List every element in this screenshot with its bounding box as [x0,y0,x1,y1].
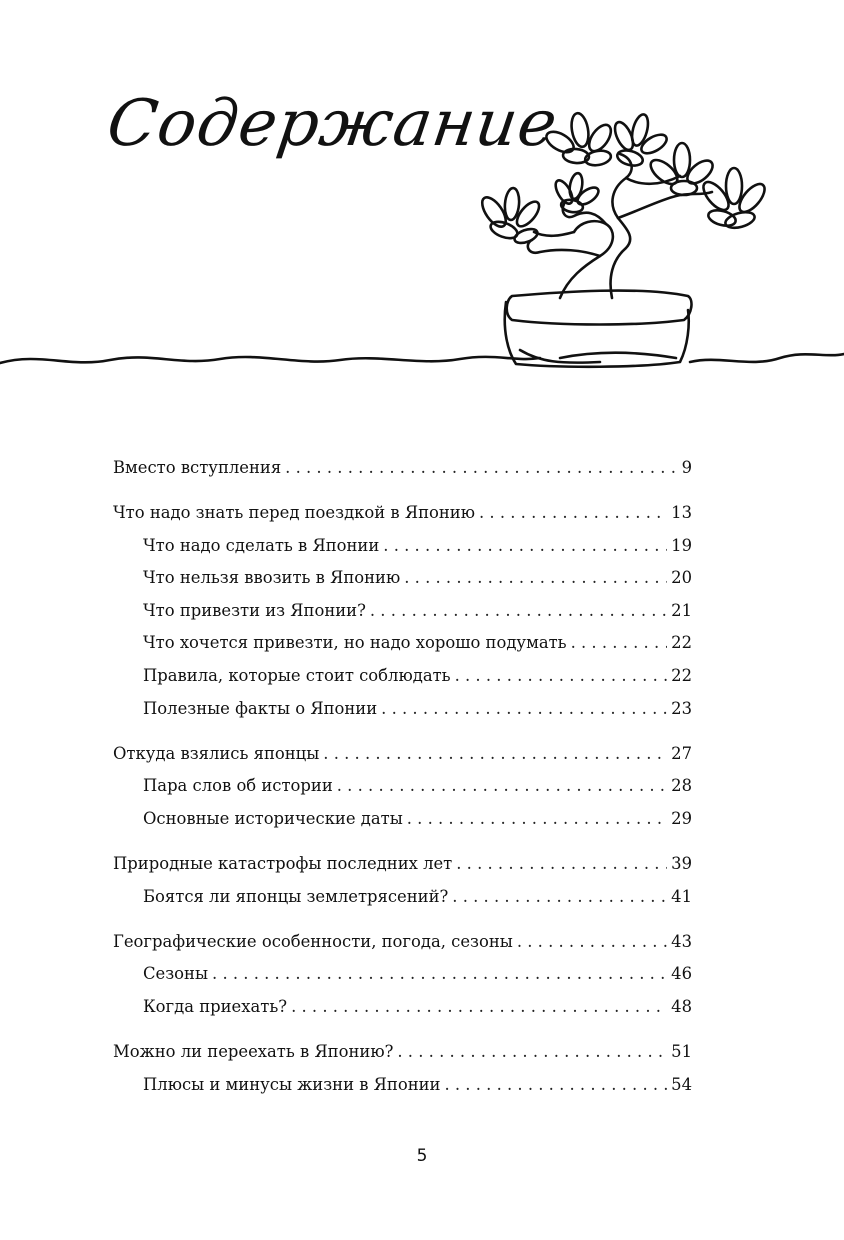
toc-entry-page: 22 [671,633,692,653]
toc-entry-title: Пара слов об истории [143,776,333,796]
toc-entry-page: 54 [671,1074,692,1094]
toc-entry-page: 9 [681,458,692,477]
toc-entry [113,991,692,1024]
toc-entry-page: 21 [671,600,692,620]
toc-dot-leader [381,693,667,726]
toc-entry-page: 39 [671,854,692,874]
toc-dot-leader [383,530,667,563]
toc-entry-page: 46 [671,964,692,984]
toc-entry-title: Географические особенности, погода, сезоны [113,931,513,951]
toc-entry-title: Откуда взялись японцы [113,743,320,763]
toc-entry [113,803,692,836]
toc-entry-title: Когда приехать? [143,996,288,1016]
toc-entry-page: 19 [671,535,692,555]
toc-dot-leader [291,991,667,1024]
page-number: 5 [416,1146,428,1166]
toc-dot-leader [517,926,667,959]
toc-entry-title: Полезные факты о Японии [143,698,378,718]
toc-dot-leader [571,627,668,660]
toc-entry-title: Правила, которые стоит соблюдать [143,666,451,686]
toc-entry-page: 23 [671,698,692,718]
toc-entry-title: Сезоны [143,964,209,984]
toc-entry-page: 51 [671,1042,692,1061]
toc-entry [113,627,692,660]
toc-entry-title: Природные катастрофы последних лет [113,854,453,874]
toc-dot-leader [397,1036,667,1069]
page-title: Содержание [102,87,563,161]
toc-entry-title: Что привезти из Японии? [143,600,366,620]
toc-entry [113,595,692,628]
toc-dot-leader [370,595,667,628]
toc-entry-title: Можно ли переехать в Японию? [113,1042,394,1061]
toc-entry-title: Основные исторические даты [143,808,403,828]
toc-entry [113,958,692,991]
toc-dot-leader [404,562,667,595]
toc-entry [113,848,692,881]
toc-entry-page: 29 [671,808,692,828]
toc-entry [113,530,692,563]
toc-entry [113,926,692,959]
toc-entry [113,562,692,595]
toc-entry-title: Что хочется привезти, но надо хорошо подумать [143,633,567,653]
toc-entry-title: Вместо вступления [113,458,282,477]
bonsai-line-art-icon [0,100,844,390]
toc-entry-page: 48 [671,996,692,1016]
toc-dot-leader [285,452,677,485]
toc-entry [113,738,692,771]
toc-dot-leader [212,958,667,991]
toc-dot-leader [323,738,667,771]
toc-entry-page: 20 [671,568,692,588]
toc-dot-leader [455,660,668,693]
toc-entry [113,452,692,485]
toc-dot-leader [407,803,667,836]
toc-entry-title: Что надо знать перед поездкой в Японию [113,503,475,523]
toc-entry-title: Боятся ли японцы землетрясений? [143,886,449,906]
toc-dot-leader [444,1069,667,1102]
toc-entry [113,693,692,726]
toc-entry [113,881,692,914]
toc-dot-leader [452,881,667,914]
toc-entry [113,497,692,530]
toc-entry [113,1069,692,1102]
toc-entry-page: 28 [671,776,692,796]
toc-dot-leader [479,497,667,530]
toc-entry [113,1036,692,1069]
toc-dot-leader [456,848,667,881]
toc-entry [113,770,692,803]
toc-dot-leader [337,770,667,803]
toc-entry-page: 27 [671,743,692,763]
toc-entry-page: 43 [671,931,692,951]
toc-entry-page: 13 [671,503,692,523]
toc-entry-title: Что нельзя ввозить в Японию [143,568,401,588]
toc-entry-title: Что надо сделать в Японии [143,535,380,555]
toc-entry-page: 22 [671,666,692,686]
toc-entry-title: Плюсы и минусы жизни в Японии [143,1074,441,1094]
toc-entry-page: 41 [671,886,692,906]
table-of-contents [113,452,692,1101]
toc-entry [113,660,692,693]
